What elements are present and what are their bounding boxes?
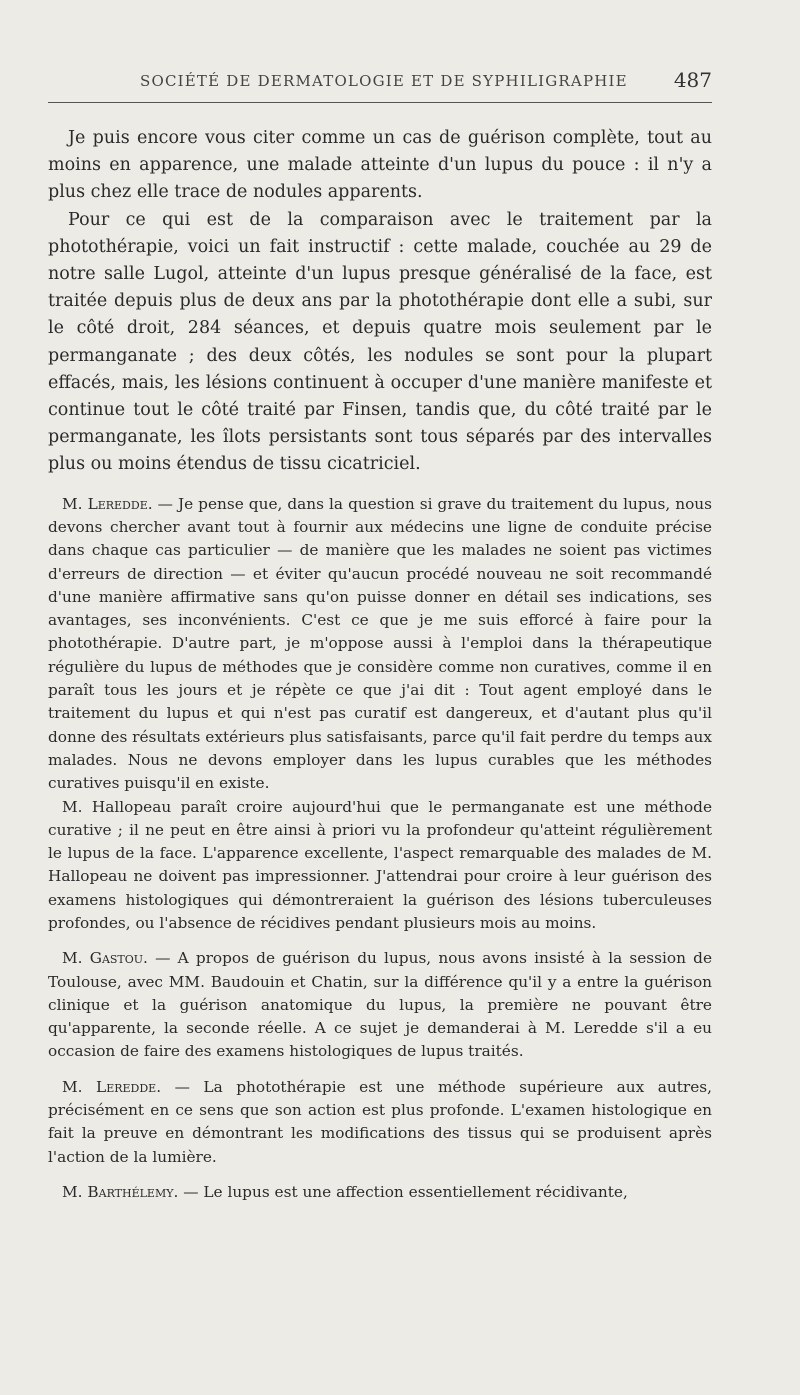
speaker-prefix: M. <box>62 949 90 968</box>
speaker-name: Leredde <box>87 494 148 513</box>
discussion-paragraph <box>48 796 712 936</box>
discussion-paragraph <box>48 1076 712 1169</box>
intro-paragraph: Pour ce qui est de la comparaison avec le traitement par la photothérapie, voici un fait instructif : cette malade, couchée au 29 de notre salle Lugol, atteinte d'un lupus presque généralisé de la face, est traitée depuis plus de deux ans par la photothérapie dont elle a subi, sur le côté droit, 284 séances, et depuis quatre mois seulement par le permanganate ; des deux côtés, les nodules se sont pour la plupart effacés, mais, les lésions continuent à occuper d'une manière manifeste et continue tout le côté traité par Finsen, tandis que, du côté traité par le permanganate, les îlots persistants sont tous séparés par des intervalles plus ou moins étendus de tissu cicatriciel. <box>48 209 712 475</box>
speaker-prefix: M. <box>62 1077 97 1096</box>
paragraph-text: M. Hallopeau paraît croire aujourd'hui que le permanganate est une méthode curative ; il ne peut en être ainsi à priori vu la profondeur qu'atteint régulièrement le lupus de la face. L'apparence excellente, l'aspect remarquable des malades de M. Hallopeau ne doivent pas impressionner. J'attendrai pour croire à leur guérison des examens histologiques qui démontreraient la guérison des lésions tuberculeuses profondes, ou l'absence de récidives pendant plusieurs mois au moins. <box>48 797 712 932</box>
intro-paragraph: Je puis encore vous citer comme un cas de guérison complète, tout au moins en apparence, une malade atteinte d'un lupus du pouce : il n'y a plus chez elle trace de nodules apparents. <box>48 128 712 203</box>
running-head: SOCIÉTÉ DE DERMATOLOGIE ET DE SYPHILIGRAPHIE <box>140 72 628 90</box>
page-header <box>48 68 712 103</box>
speaker-name: Barthélemy <box>87 1182 174 1201</box>
paragraph-text: . — Le lupus est une affection essentiellement récidivante, <box>173 1182 628 1201</box>
discussion-paragraph <box>48 947 712 1063</box>
speaker-name: Leredde <box>96 1077 157 1096</box>
body-text <box>48 125 712 1204</box>
paragraph-text: . — A propos de guérison du lupus, nous avons insisté à la session de Toulouse, avec MM. Baudouin et Chatin, sur la différence qu'il y a entre la guérison clinique et la guérison anatomique du lupus, la première ne pouvant être qu'apparente, la seconde réelle. A ce sujet je demanderai à M. Leredde s'il a eu occasion de faire des examens histologiques de lupus traités. <box>48 949 712 1061</box>
paragraph-text: . — La photothérapie est une méthode supérieure aux autres, précisément en ce sens que son action est plus profonde. L'examen histologique en fait la preuve en démontrant les modifications des tissus qui se produisent après l'action de la lumière. <box>48 1077 712 1166</box>
page-number: 487 <box>673 68 712 92</box>
paragraph-text: . — Je pense que, dans la question si grave du traitement du lupus, nous devons chercher avant tout à fournir aux médecins une ligne de conduite précise dans chaque cas particulier — de manière que les malades ne soient pas victimes d'erreurs de direction — et éviter qu'aucun procédé nouveau ne soit recommandé d'une manière affirmative sans qu'on puisse donner en détail ses indications, ses avantages, ses inconvénients. C'est ce que je me suis efforcé à faire pour la photothérapie. D'autre part, je m'oppose aussi à l'emploi dans la thérapeutique régulière du lupus de méthodes que je considère comme non curatives, comme il en paraît tous les jours et je répète ce que j'ai dit : Tout agent employé dans le traitement du lupus et qui n'est pas curatif est dangereux, et d'autant plus qu'il donne des résultats extérieurs plus satisfaisants, parce qu'il fait perdre du temps aux malades. Nous ne devons employer dans les lupus curables que les méthodes curatives puisqu'il en existe. <box>48 494 712 793</box>
discussion-paragraph <box>48 1181 712 1204</box>
discussion-section <box>48 493 712 1205</box>
speaker-prefix: M. <box>62 1182 88 1201</box>
discussion-paragraph <box>48 493 712 796</box>
speaker-name: Gastou <box>89 949 144 968</box>
speaker-prefix: M. <box>62 494 88 513</box>
intro-section <box>48 125 712 479</box>
